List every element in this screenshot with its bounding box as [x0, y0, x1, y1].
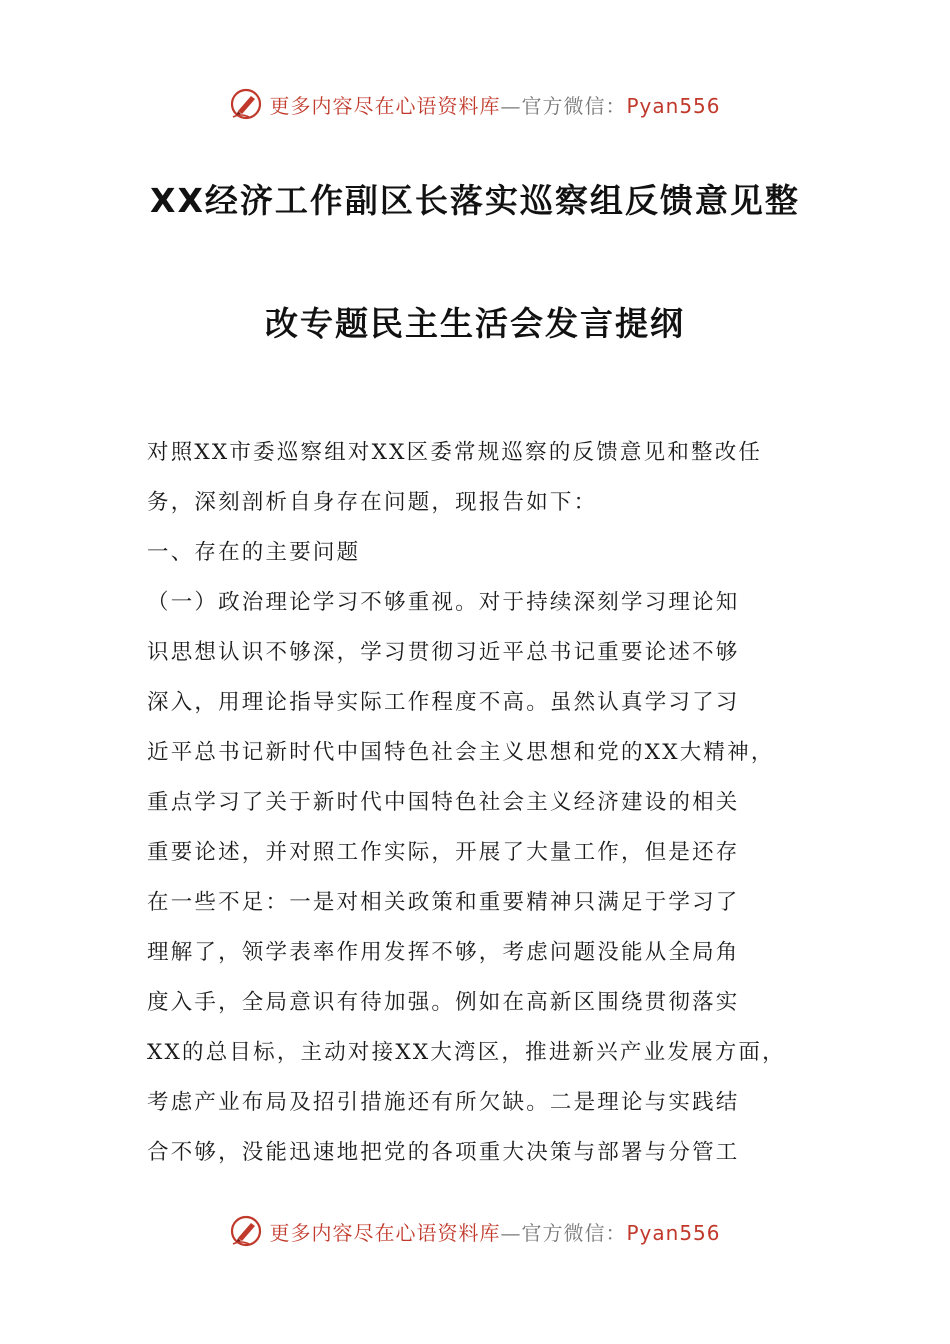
watermark-official: 官方微信：	[521, 1220, 627, 1245]
header-watermark	[0, 84, 950, 124]
body-line: 合不够，没能迅速地把党的各项重大决策与部署与分管工	[147, 1140, 740, 1165]
pen-logo-icon	[229, 87, 263, 121]
body-line: 对照XX市委巡察组对XX区委常规巡察的反馈意见和整改任	[147, 440, 763, 465]
footer-watermark	[0, 1211, 950, 1251]
watermark-text	[269, 1217, 720, 1246]
body-line: 务，深刻剖析自身存在问题，现报告如下：	[147, 490, 598, 515]
body-line: XX的总目标，主动对接XX大湾区，推进新兴产业发展方面，	[147, 1040, 786, 1065]
body-line: 识思想认识不够深，学习贯彻习近平总书记重要论述不够	[147, 640, 740, 665]
body-line: 重点学习了关于新时代中国特色社会主义经济建设的相关	[147, 790, 740, 815]
watermark-text	[269, 90, 720, 119]
body-line: 度入手，全局意识有待加强。例如在高新区围绕贯彻落实	[147, 990, 740, 1015]
watermark-account: Pyan556	[626, 1220, 721, 1245]
section-heading: 一、存在的主要问题	[147, 540, 361, 565]
watermark-account: Pyan556	[626, 93, 721, 118]
watermark-official: 官方微信：	[521, 93, 627, 118]
body-line: 近平总书记新时代中国特色社会主义思想和党的XX大精神，	[147, 740, 775, 765]
watermark-separator: —	[500, 1220, 522, 1245]
body-line: 考虑产业布局及招引措施还有所欠缺。二是理论与实践结	[147, 1090, 740, 1115]
body-line: （一）政治理论学习不够重视。对于持续深刻学习理论知	[147, 590, 740, 615]
document-body	[147, 428, 807, 1178]
pen-logo-icon	[229, 1214, 263, 1248]
document-title-line-2: 改专题民主生活会发言提纲	[265, 304, 685, 343]
watermark-prefix: 更多内容尽在心语资料库	[269, 1220, 501, 1245]
body-line: 重要论述，并对照工作实际，开展了大量工作，但是还存	[147, 840, 740, 865]
body-line: 深入，用理论指导实际工作程度不高。虽然认真学习了习	[147, 690, 740, 715]
body-line: 理解了，领学表率作用发挥不够，考虑问题没能从全局角	[147, 940, 740, 965]
watermark-prefix: 更多内容尽在心语资料库	[269, 93, 501, 118]
body-line: 在一些不足：一是对相关政策和重要精神只满足于学习了	[147, 890, 740, 915]
document-title-line-1: XX经济工作副区长落实巡察组反馈意见整	[150, 181, 800, 220]
watermark-separator: —	[500, 93, 522, 118]
